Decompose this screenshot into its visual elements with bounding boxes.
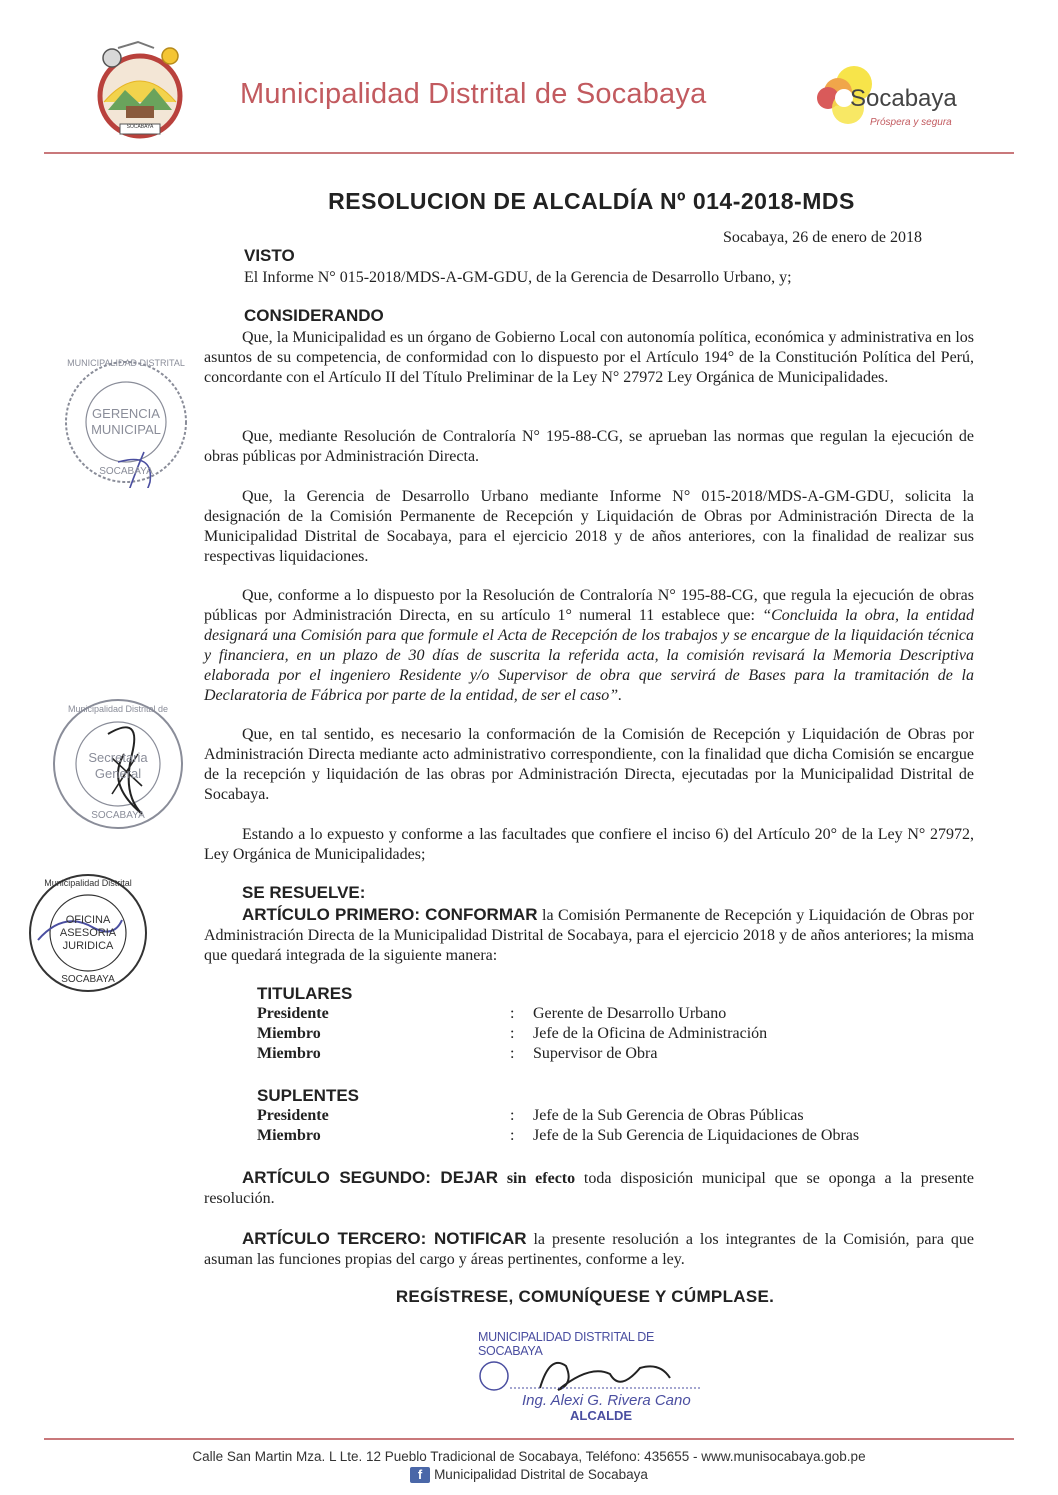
colon-separator: : (510, 1005, 515, 1022)
suplente-member: Jefe de la Sub Gerencia de Obras Públicas (533, 1107, 804, 1124)
crest-label: SOCABAYA (126, 124, 154, 130)
municipal-crest (90, 40, 190, 144)
brand-tagline: Próspera y segura (870, 117, 952, 128)
stamp-ring-text: Municipalidad Distrital de (67, 704, 169, 714)
titular-member: Supervisor de Obra (533, 1045, 658, 1062)
signature-seal-text: MUNICIPALIDAD DISTRITAL DE SOCABAYA (478, 1330, 655, 1358)
document-date: Socabaya, 26 de enero de 2018 (722, 229, 922, 246)
stamp-line: ASESORIA (59, 927, 117, 939)
suplente-member: Jefe de la Sub Gerencia de Liquidaciones de Obras (533, 1127, 860, 1144)
suplente-role: Miembro (257, 1127, 321, 1144)
stamp-line: JURIDICA (62, 940, 114, 952)
considerando-paragraph-1: Que, la Municipalidad es un órgano de Gobierno Local con autonomía política, económica y administrativa en los asuntos de su competencia, de conformidad con lo dispuesto por el Artículo 194° de la Constitución Política del Perú, concordante con el Artículo II del Título Preliminar de la Ley N° 27972 Ley Orgánica de Municipalidades. (204, 329, 974, 386)
asesoria-juridica-stamp (24, 870, 152, 996)
stamp-ring-text: MUNICIPALIDAD DISTRITAL (67, 358, 185, 368)
titular-role: Miembro (257, 1025, 321, 1042)
colon-separator: : (510, 1045, 515, 1062)
facebook-icon: f (410, 1467, 430, 1483)
closing-formula: REGÍSTRESE, COMUNÍQUESE Y CÚMPLASE. (395, 1287, 775, 1306)
colon-separator: : (510, 1127, 515, 1144)
visto-text: El Informe N° 015-2018/MDS-A-GM-GDU, de la Gerencia de Desarrollo Urbano, y; (244, 269, 792, 286)
suplentes-heading: SUPLENTES (257, 1086, 360, 1105)
document-title: RESOLUCION DE ALCALDÍA Nº 014-2018-MDS (328, 188, 855, 214)
footer-divider (44, 1438, 1014, 1440)
header-divider (44, 152, 1014, 154)
signatory-name: Ing. Alexi G. Rivera Cano (522, 1392, 691, 1409)
stamp-line: Secretaria (88, 750, 148, 765)
considerando-paragraph-6: Estando a lo expuesto y conforme a las facultades que confiere el inciso 6) del Artículo 20° de la Ley N° 27972, Ley Orgánica de Municipalidades; (204, 826, 974, 863)
stamp-bottom-text: SOCABAYA (91, 810, 145, 821)
facebook-page-name: Municipalidad Distrital de Socabaya (434, 1467, 648, 1482)
stamp-line: General (94, 766, 142, 781)
brand-logo (812, 62, 982, 136)
footer-address: Calle San Martin Mza. L Lte. 12 Pueblo Tradicional de Socabaya, Teléfono: 435655 - www.munisocabaya.gob.pe (192, 1449, 866, 1464)
colon-separator: : (510, 1025, 515, 1042)
gerencia-municipal-stamp (58, 352, 194, 488)
stamp-line: GERENCIA (92, 406, 160, 421)
considerando-paragraph-3: Que, la Gerencia de Desarrollo Urbano mediante Informe N° 015-2018/MDS-A-GM-GDU, solicita la designación de la Comisión Permanente de Recepción y Liquidación de Obras por Administración Directa de la Municipalidad Distrital de Socabaya, para el ejercicio 2018 y de años anteriores, con la finalidad de realizar sus respectivas liquidaciones. (204, 488, 974, 565)
footer-facebook (0, 1466, 1058, 1484)
stamp-bottom-text: SOCABAYA (61, 974, 115, 985)
brand-name: Socabaya (850, 85, 957, 112)
articulo-tercero: ARTÍCULO TERCERO: NOTIFICAR la presente resolución a los integrantes de la Comisión, para que asuman las funciones propias del cargo y áreas pertinentes, conforme a ley. (204, 1229, 975, 1268)
municipality-title: Municipalidad Distrital de Socabaya (240, 78, 707, 110)
articulo-segundo: ARTÍCULO SEGUNDO: DEJAR sin efecto toda disposición municipal que se oponga a la presente resolución. (204, 1168, 975, 1207)
considerando-paragraph-2: Que, mediante Resolución de Contraloría N° 195-88-CG, se aprueban las normas que regulan la ejecución de obras públicas por Administración Directa. (204, 428, 974, 465)
mayor-signature-block (470, 1328, 720, 1424)
titulares-heading: TITULARES (257, 984, 353, 1003)
suplente-role: Presidente (257, 1107, 329, 1124)
resuelve-heading: SE RESUELVE: (242, 883, 366, 902)
signatory-title: ALCALDE (570, 1408, 633, 1423)
titular-member: Gerente de Desarrollo Urbano (533, 1005, 727, 1022)
colon-separator: : (510, 1107, 515, 1124)
stamp-ring-text: Municipalidad Distrital (44, 878, 132, 888)
stamp-bottom-text: SOCABAYA (99, 466, 153, 477)
visto-heading: VISTO (244, 246, 295, 265)
considerando-paragraph-4: Que, conforme a lo dispuesto por la Resolución de Contraloría N° 195-88-CG, que regula la ejecución de obras públicas por Administración Directa, en su artículo 1° numeral 11 establece que: “Concluida la obra, la entidad designará una Comisión para que formule el Acta de Recepción de los trabajos y se encargue de la liquidación técnica y financiera, en un plazo de 30 días de suscrita la referida acta, la comisión revisará la Memoria Descriptiva elaborada por el ingeniero Residente y/o Supervisor de obra que servirá de Bases para la tramitación de la Declaratoria de Fábrica por parte de la entidad, de ser el caso”. (204, 587, 974, 704)
considerando-heading: CONSIDERANDO (244, 306, 384, 325)
titular-role: Presidente (257, 1005, 329, 1022)
stamp-line: MUNICIPAL (91, 422, 161, 437)
considerando-paragraph-5: Que, en tal sentido, es necesario la conformación de la Comisión de Recepción y Liquidación de Obras por Administración Directa mediante acto administrativo correspondiente, con la finalidad que dicha Comisión se encargue de la recepción y liquidación de las obras por Administración Directa, ejecutadas por la Municipalidad Distrital de Socabaya. (204, 726, 974, 803)
titular-member: Jefe de la Oficina de Administración (533, 1025, 768, 1042)
stamp-line: OFICINA (65, 914, 111, 926)
titular-role: Miembro (257, 1045, 321, 1062)
secretaria-general-stamp (46, 694, 190, 834)
articulo-primero: ARTÍCULO PRIMERO: CONFORMAR la Comisión Permanente de Recepción y Liquidación de Obras por Administración Directa de la Municipalidad Distrital de Socabaya, para el ejercicio 2018 y de años anteriores; la misma que quedará integrada de la siguiente manera: (204, 905, 974, 964)
